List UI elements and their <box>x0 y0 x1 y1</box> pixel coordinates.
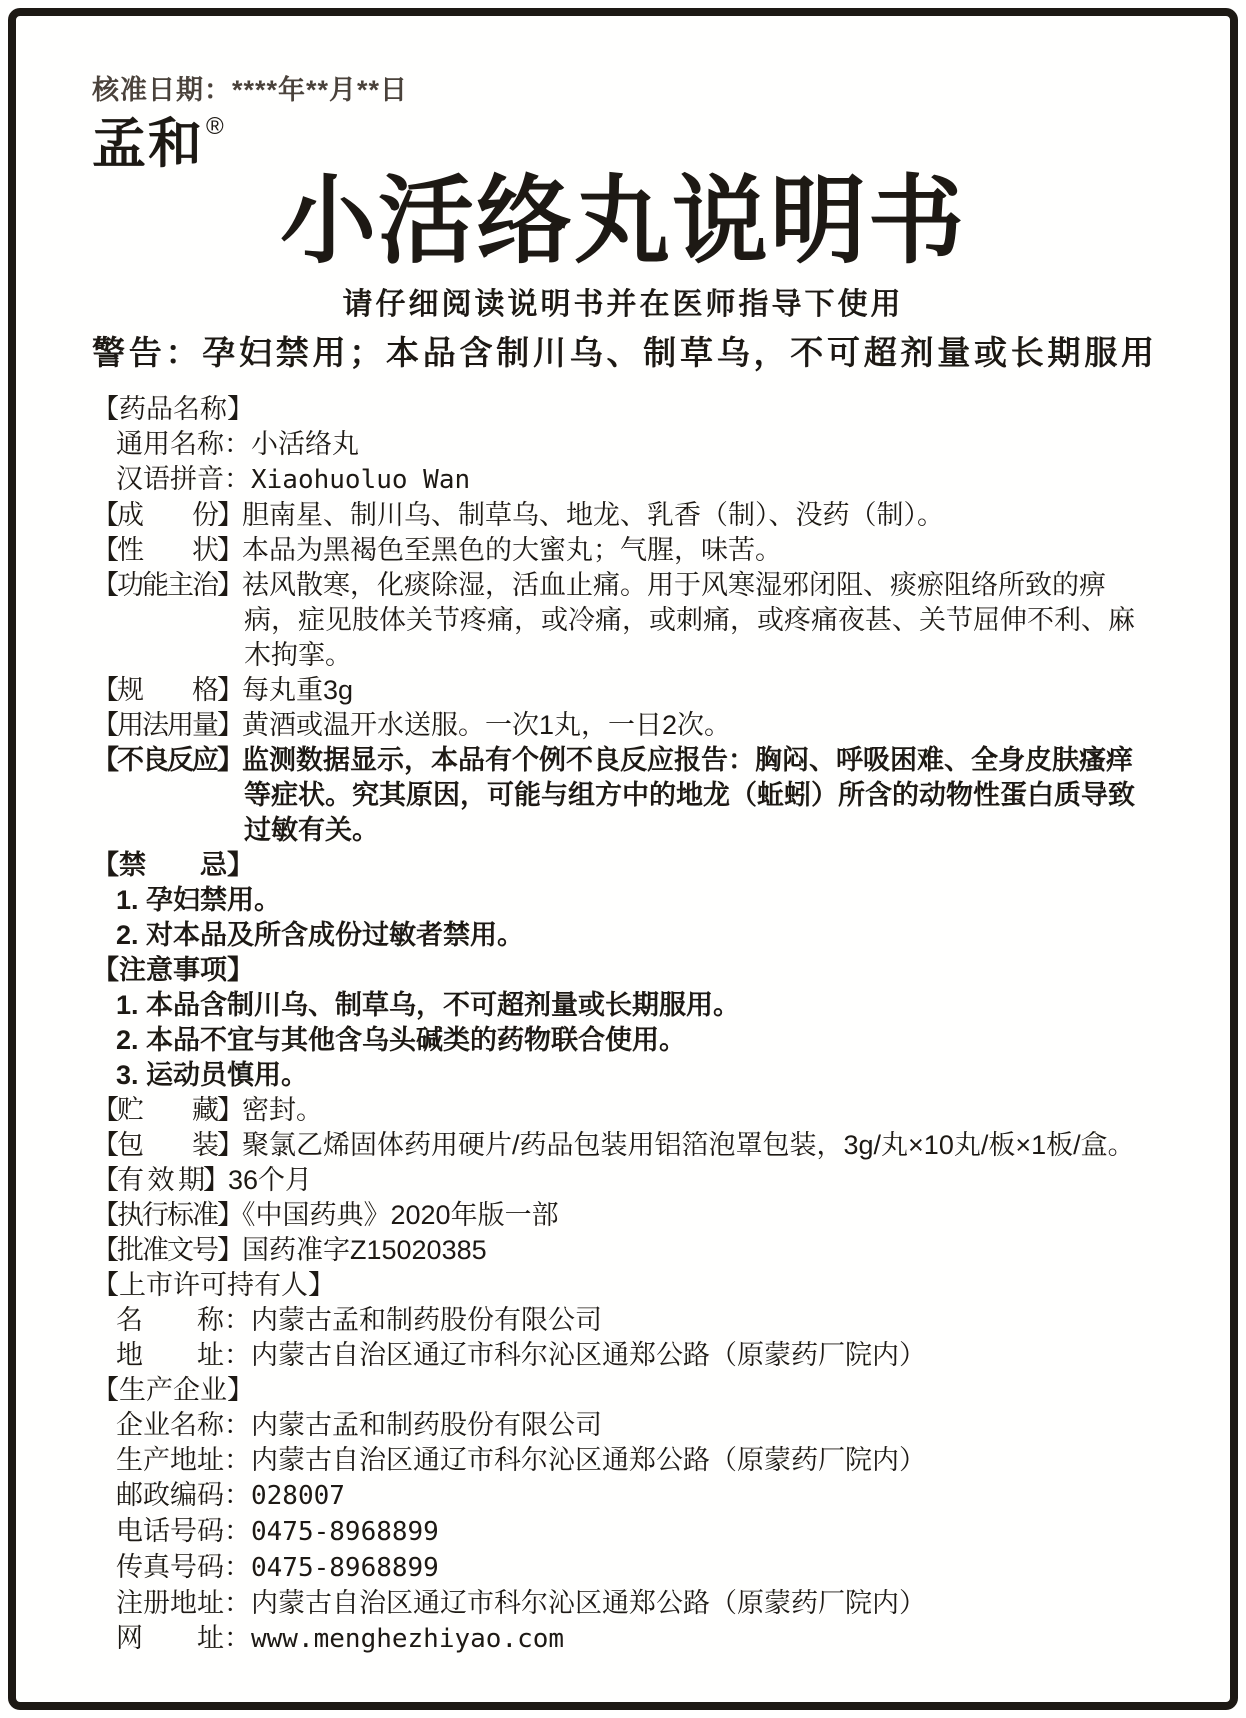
section-manufacturer-label: 【生产企业】 <box>92 1374 254 1405</box>
properties-label: 【性 状】 <box>92 534 242 565</box>
company-name-value: 内蒙古孟和制药股份有限公司 <box>251 1409 602 1440</box>
row-website <box>92 1621 1154 1657</box>
adverse-reactions-label: 【不良反应】 <box>92 744 242 775</box>
holder-name-label: 名 称： <box>116 1304 251 1335</box>
section-standard <box>92 1198 1154 1233</box>
storage-label: 【贮 藏】 <box>92 1094 242 1125</box>
company-name-label: 企业名称： <box>116 1409 251 1440</box>
row-generic-name <box>92 427 1154 462</box>
read-instructions-notice: 请仔细阅读说明书并在医师指导下使用 <box>342 287 904 321</box>
leaflet-border-frame <box>8 8 1238 1710</box>
holder-address-label: 地 址： <box>116 1339 251 1370</box>
row-company-name <box>92 1408 1154 1443</box>
page-title: 小活络丸说明书 <box>280 168 966 275</box>
phone-value: 0475-8968899 <box>251 1516 439 1547</box>
fax-label: 传真号码： <box>116 1551 251 1582</box>
packaging-text: 聚氯乙烯固体药用硬片/药品包装用铝箔泡罩包装，3g/丸×10丸/板×1板/盒。 <box>242 1129 1135 1160</box>
section-ingredients <box>92 498 1154 533</box>
section-indications <box>92 568 1154 673</box>
fax-value: 0475-8968899 <box>251 1552 439 1583</box>
section-precautions-label: 【注意事项】 <box>92 954 254 985</box>
properties-text: 本品为黑褐色至黑色的大蜜丸；气腥，味苦。 <box>242 534 782 565</box>
section-validity <box>92 1163 1154 1198</box>
row-holder-name <box>92 1303 1154 1338</box>
section-adverse-reactions <box>92 743 1154 848</box>
row-postal-code <box>92 1478 1154 1514</box>
specification-label: 【规 格】 <box>92 674 242 705</box>
row-fax <box>92 1550 1154 1586</box>
precaution-item: 3. 运动员慎用。 <box>116 1059 309 1090</box>
warning-banner: 警告：孕妇禁用；本品含制川乌、制草乌，不可超剂量或长期服用 <box>92 333 1154 371</box>
dosage-label: 【用法用量】 <box>92 709 242 740</box>
packaging-label: 【包 装】 <box>92 1129 242 1160</box>
ingredients-label: 【成 份】 <box>92 499 242 530</box>
standard-label: 【执行标准】 <box>92 1199 242 1230</box>
row-production-address <box>92 1443 1154 1478</box>
standard-text: 《中国药典》2020年版一部 <box>242 1199 559 1230</box>
precaution-item: 2. 本品不宜与其他含乌头碱类的药物联合使用。 <box>116 1024 687 1055</box>
production-address-label: 生产地址： <box>116 1444 251 1475</box>
leaflet-body <box>92 392 1154 1657</box>
postal-code-value: 028007 <box>251 1480 345 1511</box>
precaution-item: 1. 本品含制川乌、制草乌，不可超剂量或长期服用。 <box>116 989 741 1020</box>
section-packaging <box>92 1128 1154 1163</box>
registered-address-label: 注册地址： <box>116 1587 251 1618</box>
adverse-reactions-text: 监测数据显示，本品有个例不良反应报告：胸闷、呼吸困难、全身皮肤瘙痒等症状。究其原因，可能与组方中的地龙（蚯蚓）所含的动物性蛋白质导致过敏有关。 <box>242 744 1135 845</box>
production-address-value: 内蒙古自治区通辽市科尔沁区通郑公路（原蒙药厂院内） <box>251 1444 926 1475</box>
row-pinyin <box>92 462 1154 498</box>
row-holder-address <box>92 1338 1154 1373</box>
postal-code-label: 邮政编码： <box>116 1479 251 1510</box>
holder-address-value: 内蒙古自治区通辽市科尔沁区通郑公路（原蒙药厂院内） <box>251 1339 926 1370</box>
contraindication-item: 2. 对本品及所含成份过敏者禁用。 <box>116 919 525 950</box>
section-license-holder-label: 【上市许可持有人】 <box>92 1269 335 1300</box>
holder-name-value: 内蒙古孟和制药股份有限公司 <box>251 1304 602 1335</box>
brand-name: 孟和 <box>92 114 204 174</box>
registered-trademark-icon: ® <box>206 113 226 140</box>
phone-label: 电话号码： <box>116 1515 251 1546</box>
generic-name-label: 通用名称： <box>116 428 251 459</box>
section-approval-number <box>92 1233 1154 1268</box>
indications-label: 【功能主治】 <box>92 569 242 600</box>
contraindication-item: 1. 孕妇禁用。 <box>116 884 282 915</box>
pinyin-value: Xiaohuoluo Wan <box>251 464 471 495</box>
validity-text: 36个月 <box>228 1164 313 1195</box>
section-dosage <box>92 708 1154 743</box>
generic-name-value: 小活络丸 <box>251 428 359 459</box>
section-properties <box>92 533 1154 568</box>
website-label: 网 址： <box>116 1622 251 1653</box>
section-storage <box>92 1093 1154 1128</box>
registered-address-value: 内蒙古自治区通辽市科尔沁区通郑公路（原蒙药厂院内） <box>251 1587 926 1618</box>
specification-text: 每丸重3g <box>242 674 354 705</box>
indications-text: 祛风散寒，化痰除湿，活血止痛。用于风寒湿邪闭阻、痰瘀阻络所致的痹病，症见肢体关节疼痛，或冷痛，或刺痛，或疼痛夜甚、关节屈伸不利、麻木拘挛。 <box>242 569 1135 670</box>
row-registered-address <box>92 1586 1154 1621</box>
storage-text: 密封。 <box>242 1094 323 1125</box>
approval-number-text: 国药准字Z15020385 <box>242 1234 487 1265</box>
brand-logo <box>92 113 1154 174</box>
approval-number-label: 【批准文号】 <box>92 1234 242 1265</box>
section-specification <box>92 673 1154 708</box>
row-phone <box>92 1514 1154 1550</box>
pinyin-label: 汉语拼音： <box>116 463 251 494</box>
approval-date-text: 核准日期：****年**月**日 <box>92 75 409 105</box>
validity-label: 【有 效 期】 <box>92 1164 229 1195</box>
section-drug-name-label: 【药品名称】 <box>92 393 254 424</box>
dosage-text: 黄酒或温开水送服。一次1丸，一日2次。 <box>242 709 732 740</box>
website-value: www.menghezhiyao.com <box>251 1623 565 1654</box>
ingredients-text: 胆南星、制川乌、制草乌、地龙、乳香（制）、没药（制）。 <box>242 499 944 530</box>
section-contraindications-label: 【禁 忌】 <box>92 849 254 880</box>
